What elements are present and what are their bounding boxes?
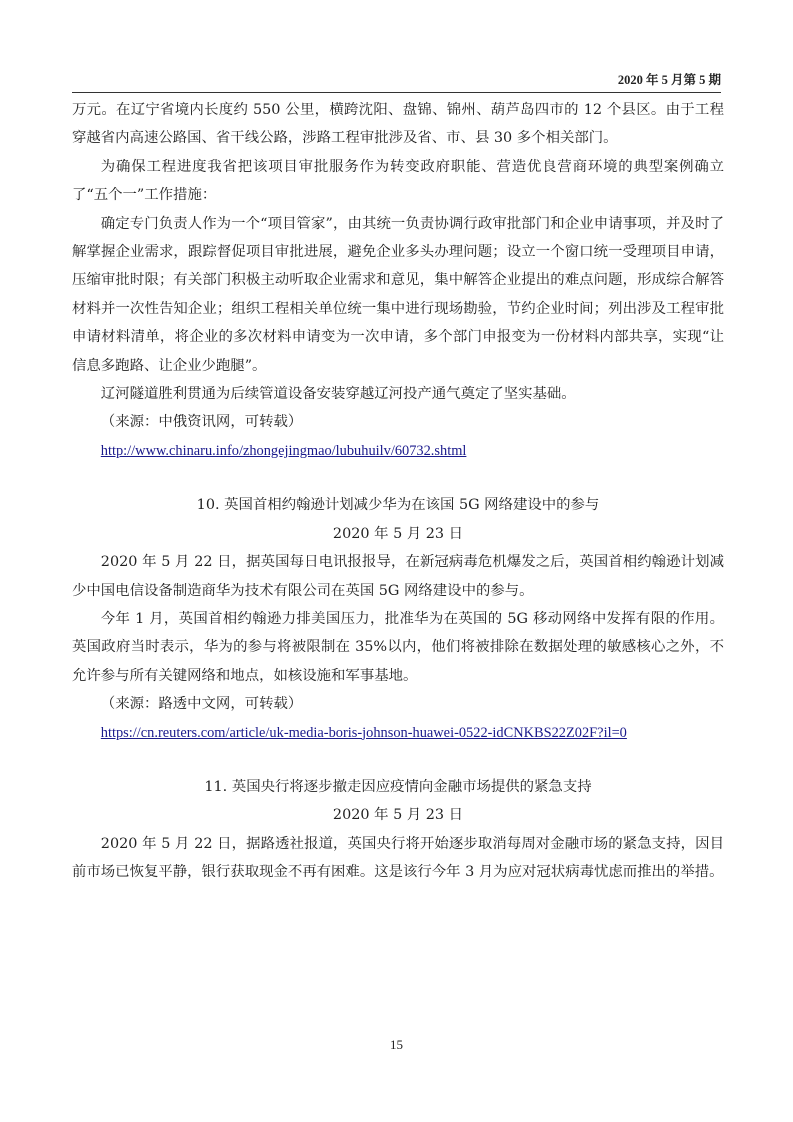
article-title: 10. 英国首相约翰逊计划减少华为在该国 5G 网络建设中的参与 <box>196 497 600 514</box>
paragraph: 2020 年 5 月 22 日，据英国每日电讯报报导，在新冠病毒危机爆发之后，英国首相约翰逊计划减少中国电信设备制造商华为技术有限公司在英国 5G 网络建设中的参与。 <box>72 554 724 599</box>
issue-header: 2020 年 5 月第 5 期 <box>617 73 721 87</box>
source-note: （来源：中俄资讯网，可转载） <box>100 414 303 431</box>
page-number: 15 <box>390 1037 403 1052</box>
spacer <box>72 465 724 491</box>
paragraph: 2020 年 5 月 22 日，据路透社报道，英国央行将开始逐步取消每周对金融市场的紧急支持，因目前市场已恢复平静，银行获取现金不再有困难。这是该行今年 3 月为应对冠状病毒忧虑而推出的举措。 <box>72 835 724 881</box>
source-link[interactable]: http://www.chinaru.info/zhongejingmao/lubuhuilv/60732.shtml <box>100 442 467 459</box>
paragraph: 为确保工程进度我省把该项目审批服务作为转变政府职能、营造优良营商环境的典型案例确立了“五个一”工作措施： <box>72 158 724 204</box>
paragraph: 万元。在辽宁省境内长度约 550 公里，横跨沈阳、盘锦、锦州、葫芦岛四市的 12 个县区。由于工程穿越省内高速公路国、省干线公路，涉路工程审批涉及省、市、县 30 多个相关部门。 <box>72 102 724 147</box>
spacer <box>72 747 724 773</box>
page-content <box>72 96 724 887</box>
paragraph: 确定专门负责人作为一个“项目管家”，由其统一负责协调行政审批部门和企业申请事项，并及时了解掌握企业需求，跟踪督促项目审批进展，避免企业多头办理问题；设立一个窗口统一受理项目申请，压缩审批时限；有关部门积极主动听取企业需求和意见，集中解答企业提出的难点问题，形成综合解答材料并一次性告知企业；组织工程相关单位统一集中进行现场勘验，节约企业时间；列出涉及工程审批申请材料清单，将企业的多次材料申请变为一次申请，多个部门申报变为一份材料内部共享，实现“让信息多跑路、让企业少跑腿”。 <box>72 215 724 374</box>
paragraph: 辽河隧道胜利贯通为后续管道设备安装穿越辽河投产通气奠定了坚实基础。 <box>100 386 576 403</box>
article-date: 2020 年 5 月 23 日 <box>332 807 464 824</box>
header-rule <box>72 92 721 93</box>
source-link[interactable]: https://cn.reuters.com/article/uk-media-boris-johnson-huawei-0522-idCNKBS22Z02F?il=0 <box>100 724 627 741</box>
paragraph: 今年 1 月，英国首相约翰逊力排美国压力，批准华为在英国的 5G 移动网络中发挥有限的作用。英国政府当时表示，华为的参与将被限制在 35%以内，他们将被排除在数据处理的敏感核心之外，不允许参与所有关键网络和地点，如核设施和军事基地。 <box>72 610 724 684</box>
article-title: 11. 英国央行将逐步撤走因应疫情向金融市场提供的紧急支持 <box>204 778 592 795</box>
article-date: 2020 年 5 月 23 日 <box>332 525 464 542</box>
source-note: （来源：路透中文网，可转载） <box>100 696 303 713</box>
